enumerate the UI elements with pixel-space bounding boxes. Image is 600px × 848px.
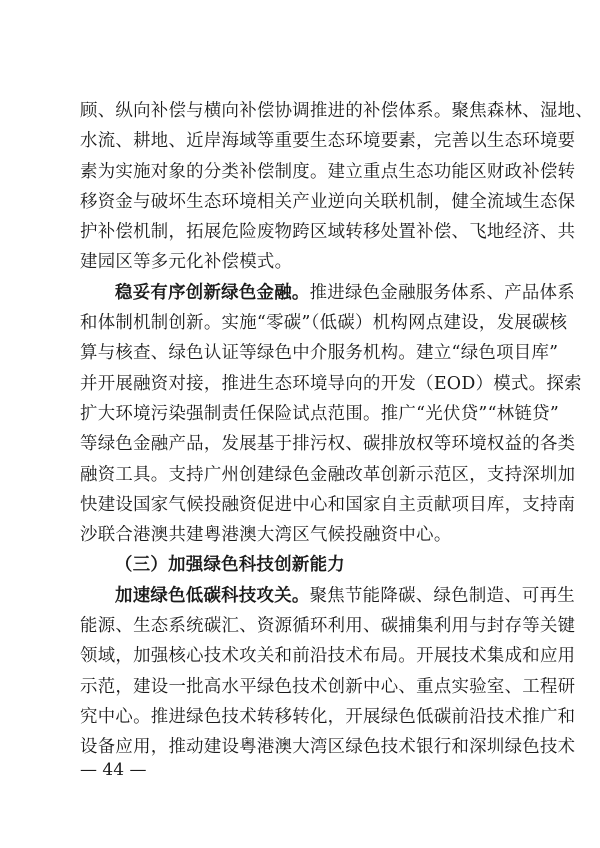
text-line: 快建设国家气候投融资促进中心和国家自主贡献项目库，支持南 (80, 494, 576, 515)
paragraph-ecological-compensation (80, 96, 594, 278)
paragraph-lead: 稳妥有序创新绿色金融。 (115, 282, 310, 303)
text-line: 等绿色金融产品，发展基于排污权、碳排放权等环境权益的各类 (80, 434, 576, 455)
text-line: 建园区等多元化补偿模式。 (80, 252, 293, 273)
paragraph-text: 聚焦节能降碳、绿色制造、可再生 (309, 585, 575, 606)
text-line: 移资金与破坏生态环境相关产业逆向关联机制，健全流域生态保 (80, 191, 576, 212)
text-line: 示范，建设一批高水平绿色技术创新中心、重点实验室、工程研 (80, 676, 576, 697)
text-line (80, 581, 575, 611)
text-line: 融资工具。支持广州创建绿色金融改革创新示范区，支持深圳加 (80, 464, 576, 485)
paragraph-green-finance (80, 278, 582, 551)
text-line: 水流、耕地、近岸海域等重要生态环境要素，完善以生态环境要 (80, 131, 576, 152)
paragraph-text: 推进绿色金融服务体系、产品体系 (309, 282, 575, 303)
text-line: 算与核查、绿色认证等绿色中介服务机构。建立“绿色项目库” (80, 343, 559, 364)
text-line: 设备应用，推动建设粤港澳大湾区绿色技术银行和深圳绿色技术 (80, 737, 576, 758)
text-line: 顾、纵向补偿与横向补偿协调推进的补偿体系。聚焦森林、湿地、 (80, 101, 594, 121)
text-line: 并开展融资对接，推进生态环境导向的开发（EOD）模式。探索 (80, 373, 582, 394)
body-text (80, 96, 594, 763)
page-number: — 44 — (80, 760, 147, 780)
text-line: 沙联合港澳共建粤港澳大湾区气候投融资中心。 (80, 525, 452, 546)
text-line (80, 278, 575, 308)
section-heading: （三）加强绿色科技创新能力 (115, 555, 345, 576)
text-line: 素为实施对象的分类补偿制度。建立重点生态功能区财政补偿转 (80, 161, 576, 182)
paragraph-green-tech (80, 581, 576, 763)
text-line: 护补偿机制，拓展危险废物跨区域转移处置补偿、飞地经济、共 (80, 222, 576, 243)
paragraph-lead: 加速绿色低碳科技攻关。 (115, 585, 310, 606)
text-line: 能源、生态系统碳汇、资源循环利用、碳捕集利用与封存等关键 (80, 616, 576, 637)
text-line: 扩大环境污染强制责任保险试点范围。推广“光伏贷”“林链贷” (80, 403, 560, 424)
text-line: 领域，加强核心技术攻关和前沿技术布局。开展技术集成和应用 (80, 646, 576, 667)
text-line: 和体制机制创新。实施“零碳”（低碳）机构网点建设，发展碳核 (80, 313, 568, 334)
text-line: 究中心。推进绿色技术转移转化，开展绿色低碳前沿技术推广和 (80, 706, 576, 727)
